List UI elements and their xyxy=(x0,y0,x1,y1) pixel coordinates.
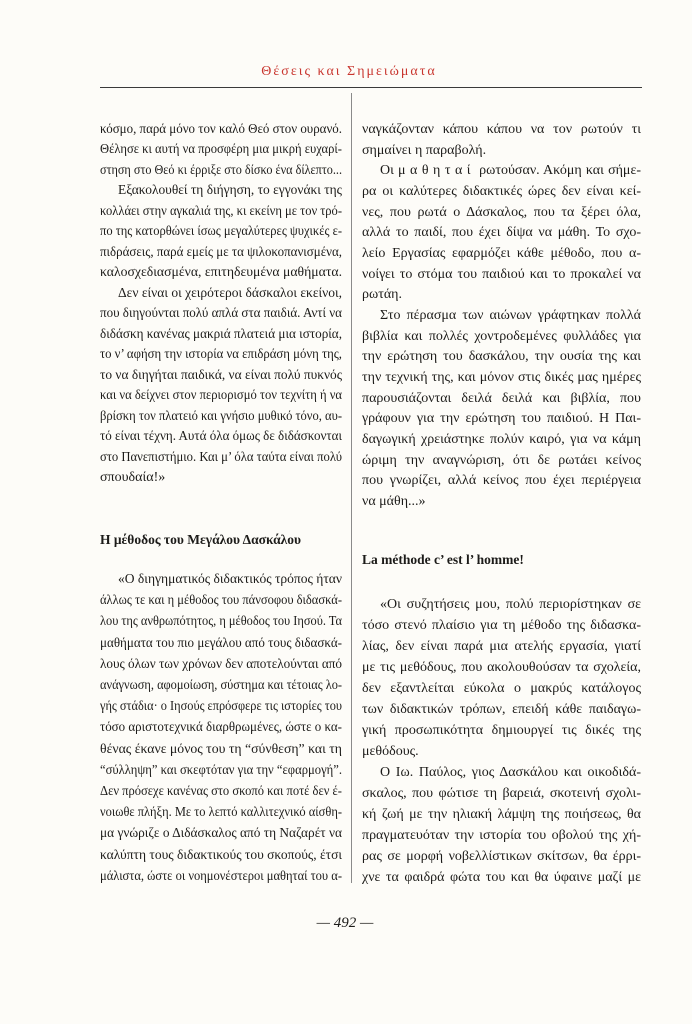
text-line xyxy=(362,615,641,636)
line-text: διδάσκη κανένας μακριά πλατειά μια ιστορία, xyxy=(100,326,342,342)
line-text: γής στάδια· ο Ιησούς επρόσφερε τις ιστορίες του xyxy=(100,699,342,715)
line-text: κολλάει στην αγκαλιά της, κι εκείνη με τον τρό- xyxy=(100,203,342,219)
line-text: λείο Εργασίας εφαρμόζει κάθε μέθοδο, που α- xyxy=(362,246,641,262)
line-text: σπουδαία!» xyxy=(100,469,166,485)
line-text: ρα οι καλύτερες διδακτικές ώρες δεν είναι κεί- xyxy=(362,184,641,200)
text-line xyxy=(100,590,342,611)
line-text: δεν εξαντλείται εύκολα ο μακρύς κατάλογος xyxy=(362,681,641,696)
line-text: καλοσχεδιασμένα, επιτηδευμένα μαθήματα. xyxy=(100,265,342,281)
text-line xyxy=(100,696,342,717)
text-line xyxy=(100,675,342,696)
left-section-text xyxy=(100,569,342,887)
text-line xyxy=(362,594,641,615)
text-line xyxy=(100,325,342,345)
text-line xyxy=(362,327,641,348)
line-text: καλύπτη τους διδακτικούς του σκοπούς, έτσι xyxy=(100,847,342,863)
text-line xyxy=(100,243,342,263)
text-line xyxy=(362,430,641,451)
text-line xyxy=(100,781,342,802)
text-line xyxy=(362,867,641,888)
line-text: “σύλληψη” και σκεφτόταν για την “εφαρμογή”. xyxy=(100,762,342,778)
line-text: μα γνώριζε ο Διδάσκαλος από τη Ναζαρέτ να xyxy=(100,826,342,842)
text-line xyxy=(362,657,641,678)
line-text: στο Πανεπιστήμιο. Και μ’ όλα ταύτα είναι πολύ xyxy=(100,449,342,465)
line-text: τό είναι τέχνη. Αυτά όλα όμως δε διδάσκονται xyxy=(100,429,342,445)
text-line xyxy=(100,448,342,468)
line-text: παρουσιάζονται δειλά δειλά και βιβλία, που xyxy=(362,390,641,406)
text-line xyxy=(100,140,342,160)
text-line xyxy=(100,468,342,488)
text-line xyxy=(362,492,641,513)
line-text: κόσμο, παρά μόνο τον καλό Θεό στον ουρανό. xyxy=(100,122,342,137)
text-line xyxy=(362,141,641,162)
page-number: — 492 — xyxy=(316,915,374,931)
text-line xyxy=(100,304,342,324)
text-line xyxy=(362,825,641,846)
line-text: που διηγούνται πολύ απλά στα παιδιά. Αντί να xyxy=(100,306,342,322)
text-line xyxy=(362,409,641,430)
line-text: τόσο αριστοτεχνικά διαρθρωμένες, ώστε ο κα- xyxy=(100,720,342,736)
text-line xyxy=(362,636,641,657)
text-line xyxy=(362,182,641,203)
line-text: πιδράσεις, παρά εμείς με τα ψιλοκοπανισμένα, xyxy=(100,244,342,260)
text-line xyxy=(100,760,342,781)
text-line xyxy=(100,222,342,242)
text-line xyxy=(362,471,641,492)
line-text: λους όλων των χρόνων δεν αποτελούνται από xyxy=(100,656,342,672)
line-text: το ν’ αφήση την ιστορία να επιδράση μόνη της, xyxy=(100,347,342,363)
text-line xyxy=(100,202,342,222)
right-section-text xyxy=(362,594,641,888)
text-line xyxy=(362,762,641,783)
line-text: νες, που ρωτά ο Δάσκαλος, που τα ξέρει όλα, xyxy=(362,204,641,220)
text-line xyxy=(362,846,641,867)
line-text: που γνωρίζει, αλλά κείνος που έχει περιέργεια xyxy=(362,473,641,489)
line-text: Δεν είναι οι χειρότεροι δάσκαλοι εκείνοι, xyxy=(118,285,342,301)
text-line xyxy=(100,407,342,427)
line-text: ρωτάη. xyxy=(362,287,402,303)
text-line xyxy=(100,611,342,632)
line-text: δαγωγική χρειάστηκε πολύν καιρό, για να κάμη xyxy=(362,432,641,448)
text-line xyxy=(362,203,641,224)
line-text: να μάθη...» xyxy=(362,494,426,510)
line-text: μεθόδους. xyxy=(362,744,419,759)
text-line xyxy=(100,654,342,675)
line-text: το να διηγήται παιδικά, να είναι πολύ πυκνός xyxy=(100,367,342,383)
line-text: κή ζωή με την ηλιακή λάμψη της ποιήσεως, θα xyxy=(362,807,641,822)
text-line xyxy=(100,345,342,365)
section-heading: La méthode c’ est l’ homme! xyxy=(362,552,524,567)
left-column-text xyxy=(100,120,342,488)
line-text: Ο Ιω. Παύλος, γιος Δασκάλου και οικοδιδά- xyxy=(380,765,641,780)
line-text: στηση στο Θεό κι έρριξε στο δίσκο ένα δίλεπτο... xyxy=(100,162,342,178)
line-text: πραγματευόταν την ιστορία του οβολού της χή- xyxy=(362,828,641,843)
text-line xyxy=(100,181,342,201)
text-line xyxy=(362,804,641,825)
text-line xyxy=(362,720,641,741)
text-line xyxy=(100,366,342,386)
text-line xyxy=(100,633,342,654)
column-divider xyxy=(351,93,352,883)
text-line xyxy=(100,823,342,844)
line-text: ρας σε μορφή νοβελλίστικων σκίτσων, θα έρρι- xyxy=(362,849,641,864)
line-text: νοιωθε πλήξη. Με το λεπτό καλλιτεχνικό αίσθη- xyxy=(100,805,342,821)
line-text: θένας έκανε μόνος του τη “σύνθεση” και τη xyxy=(100,741,342,757)
text-line xyxy=(362,265,641,286)
text-line xyxy=(362,368,641,389)
line-text: νοίγει το στόμα του παιδιού και το προκαλεί να xyxy=(362,266,641,282)
line-text: λου της ανθρωπότητος, η μέθοδος του Ιησού. Τα xyxy=(100,614,342,630)
right-column-text xyxy=(362,120,641,513)
line-text: την τεχνική της, και μόνον στις δικές μας ημέρες xyxy=(362,370,641,386)
text-line xyxy=(100,120,342,140)
line-text: Εξακολουθεί τη διήγηση, το εγγονάκι της xyxy=(118,183,342,199)
text-line xyxy=(100,161,342,181)
text-line xyxy=(100,284,342,304)
line-text: τόσο στενό πλαίσιο για τη μέθοδο της διδασκα- xyxy=(362,618,641,633)
text-line xyxy=(362,285,641,306)
line-text: ώριμη την αναγνώριση, ότι δε ρωτάει κείνος xyxy=(362,452,641,468)
line-text: των διδακτικών τρόπων, επειδή κάθε παιδαγω- xyxy=(362,702,641,717)
text-line xyxy=(362,244,641,265)
text-line xyxy=(362,451,641,472)
text-line xyxy=(100,717,342,738)
line-text: και να δείχνει στον περιορισμό τον τεχνίτη ή να xyxy=(100,388,342,404)
line-text: «Οι συζητήσεις μου, πολύ περιορίστηκαν σε xyxy=(380,597,641,612)
header-rule xyxy=(100,87,642,88)
text-line xyxy=(100,866,342,887)
line-text: αλλά το παιδί, που έχει δίψα να μάθη. Το σχο- xyxy=(362,225,641,241)
line-text: μαθήματα του πιο μεγάλου από τους διδασκά- xyxy=(100,635,342,651)
text-line xyxy=(362,389,641,410)
line-fragment: Οι xyxy=(380,163,399,179)
text-line xyxy=(100,739,342,760)
text-line xyxy=(100,386,342,406)
text-line xyxy=(100,263,342,283)
line-text: την ερώτηση του δασκάλου, την ουσία της και xyxy=(362,349,641,365)
line-text: πο της κατορθώνει ίσως μεγαλύτερες ψυχικές ε- xyxy=(100,224,342,240)
text-line xyxy=(100,802,342,823)
line-text: ανάγνωση, αφομοίωση, σύστημα και τέτοιας λο- xyxy=(100,678,342,694)
text-line xyxy=(100,427,342,447)
text-line xyxy=(100,569,342,590)
line-text: με τις μεθόδους, που ακολουθούσαν τα σχολεία, xyxy=(362,660,641,675)
line-fragment: ρωτούσαν. Ακόμη και σήμε- xyxy=(475,163,641,179)
text-line xyxy=(362,783,641,804)
text-line xyxy=(362,678,641,699)
text-line xyxy=(362,347,641,368)
line-text: γράφουν για την ερώτηση του παιδιού. Η Παι- xyxy=(362,411,641,427)
text-line xyxy=(362,161,641,182)
text-line xyxy=(362,306,641,327)
text-line xyxy=(362,741,641,762)
text-line xyxy=(362,699,641,720)
line-text: βιβλία και πολλές χοντροδεμένες φυλλάδες για xyxy=(362,328,641,344)
line-text: λίας, δεν είναι παρά μια ατελής εργασία, γιατί xyxy=(362,639,641,654)
line-text: μάλιστα, ώστε οι νοημονέστεροι μαθηταί του α- xyxy=(100,868,342,884)
line-text xyxy=(380,161,641,182)
section-heading: Η μέθοδος του Μεγάλου Δασκάλου xyxy=(100,532,302,547)
line-text: σημαίνει η παραβολή. xyxy=(362,142,487,158)
line-text: ναγκάζονταν κάπου κάπου να τον ρωτούν τι xyxy=(362,122,641,137)
text-line xyxy=(362,223,641,244)
running-head: Θέσεις και Σημειώματα xyxy=(261,64,437,79)
line-text: χνε τα φαιδρά φώτα του και θα ύφαινε μαζί με xyxy=(362,870,641,885)
line-text: «Ο διηγηματικός διδακτικός τρόπος ήταν xyxy=(118,572,342,587)
line-text: βρίσκη τον πλατειό και γνήσιο μυθικό τόνο, αυ- xyxy=(100,408,342,424)
line-text: Δεν πρόσεχε κανένας στο σκοπό και ποτέ δεν έ- xyxy=(100,784,342,800)
line-text: Στο πέρασμα των αιώνων γράφτηκαν πολλά xyxy=(380,308,641,324)
line-text: Θέλησε κι αυτή να προσφέρη μια μικρή ευχαρί- xyxy=(100,142,342,158)
line-text: γική προσωπικότητα δημιουργεί τις δικές της xyxy=(362,723,641,738)
text-line xyxy=(362,120,641,141)
line-text: σκαλος, που φώτισε τη βαρειά, σκοτεινή σχολι- xyxy=(362,786,641,801)
text-line xyxy=(100,845,342,866)
spaced-emphasis: μαθηταί xyxy=(398,163,476,179)
line-text: άλλως τε και η μέθοδος του πάνσοφου διδασκά- xyxy=(100,593,342,609)
